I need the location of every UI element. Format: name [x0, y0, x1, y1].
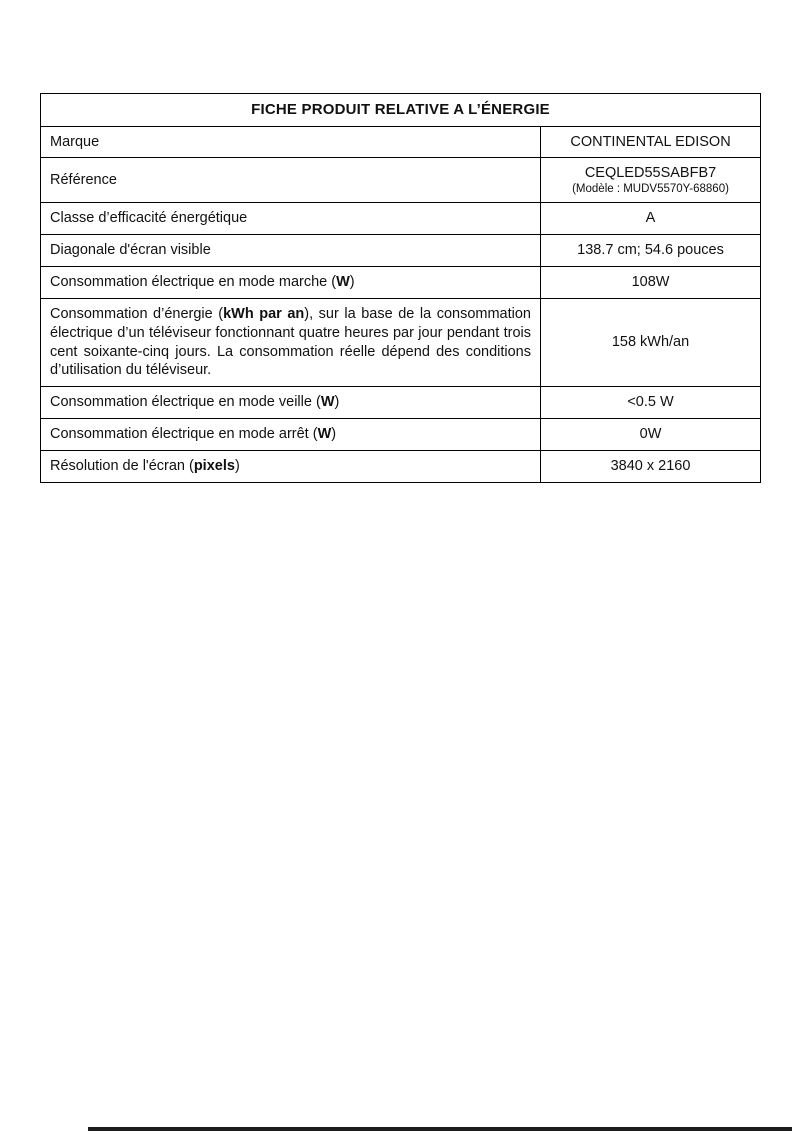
- row-label-marque: [41, 126, 541, 158]
- row-value-conso-arret: [541, 419, 761, 451]
- value-text: <0.5 W: [627, 394, 674, 411]
- label-suffix-text: ): [234, 458, 240, 474]
- label-bold-text: W: [320, 394, 335, 411]
- row-value-diagonale: [541, 235, 761, 267]
- label-text: Consommation électrique en mode arrêt (: [50, 426, 318, 443]
- label-text: Diagonale d'écran visible: [50, 242, 211, 259]
- row-value-conso-veille: [541, 387, 761, 419]
- row-label-diagonale: [41, 235, 541, 267]
- row-label-conso-marche: [41, 267, 541, 299]
- label-text: Marque: [50, 133, 100, 150]
- row-label-reference: [41, 158, 541, 203]
- table-row: [41, 298, 761, 386]
- label-text: Consommation électrique en mode veille (: [50, 394, 321, 411]
- table-row: [41, 419, 761, 451]
- table-row: [41, 387, 761, 419]
- label-suffix-text: ): [331, 426, 337, 443]
- value-text: CEQLED55SABFB7: [584, 165, 717, 182]
- label-text: Référence: [50, 171, 117, 188]
- table-row: [41, 126, 761, 158]
- energy-product-sheet-table: [40, 93, 761, 483]
- label-bold-text: pixels: [193, 458, 235, 474]
- table-row: [41, 451, 761, 483]
- row-value-marque: [541, 126, 761, 158]
- row-value-classe-efficacite: [541, 203, 761, 235]
- table-row: [41, 267, 761, 299]
- value-text: 3840 x 2160: [610, 458, 691, 474]
- label-text: Résolution de l'écran (: [50, 458, 194, 474]
- value-text: 0W: [639, 426, 662, 443]
- label-text: Classe d’efficacité énergétique: [50, 210, 248, 227]
- label-suffix-text: ), sur la base de la consommation électrique d’un téléviseur fonctionnant quatre heures par jour pendant trois cent soixante-cinq jours. La consommation réelle dépend des conditions d’utilisation du téléviseur.: [50, 305, 531, 379]
- value-text: 138.7 cm; 54.6 pouces: [577, 242, 724, 259]
- row-value-conso-marche: [541, 267, 761, 299]
- row-value-conso-annuelle: [541, 298, 761, 386]
- row-label-resolution: [41, 451, 541, 483]
- value-text: 158 kWh/an: [611, 334, 690, 351]
- table-row: [41, 235, 761, 267]
- row-label-classe-efficacite: [41, 203, 541, 235]
- table-title: FICHE PRODUIT RELATIVE A L’ÉNERGIE: [41, 94, 761, 127]
- row-value-resolution: [541, 451, 761, 483]
- table-row: [41, 158, 761, 203]
- value-subtext: (Modèle : MUDV5570Y-68860): [572, 183, 729, 196]
- label-text: Consommation électrique en mode marche (: [50, 274, 337, 291]
- table-row: [41, 203, 761, 235]
- label-bold-text: W: [336, 274, 350, 291]
- page-bottom-edge-bar: [88, 1127, 792, 1131]
- label-suffix-text: ): [349, 274, 355, 291]
- label-suffix-text: ): [334, 394, 340, 411]
- value-text: 108W: [631, 274, 670, 291]
- label-bold-text: kWh par an: [223, 305, 305, 322]
- row-label-conso-veille: [41, 387, 541, 419]
- label-bold-text: W: [317, 426, 332, 443]
- table-header-row: [41, 94, 761, 127]
- value-text: CONTINENTAL EDISON: [570, 133, 731, 150]
- row-label-conso-annuelle: [41, 298, 541, 386]
- value-text: A: [645, 210, 656, 227]
- row-value-reference: [541, 158, 761, 203]
- row-label-conso-arret: [41, 419, 541, 451]
- label-text: Consommation d’énergie (: [50, 305, 224, 322]
